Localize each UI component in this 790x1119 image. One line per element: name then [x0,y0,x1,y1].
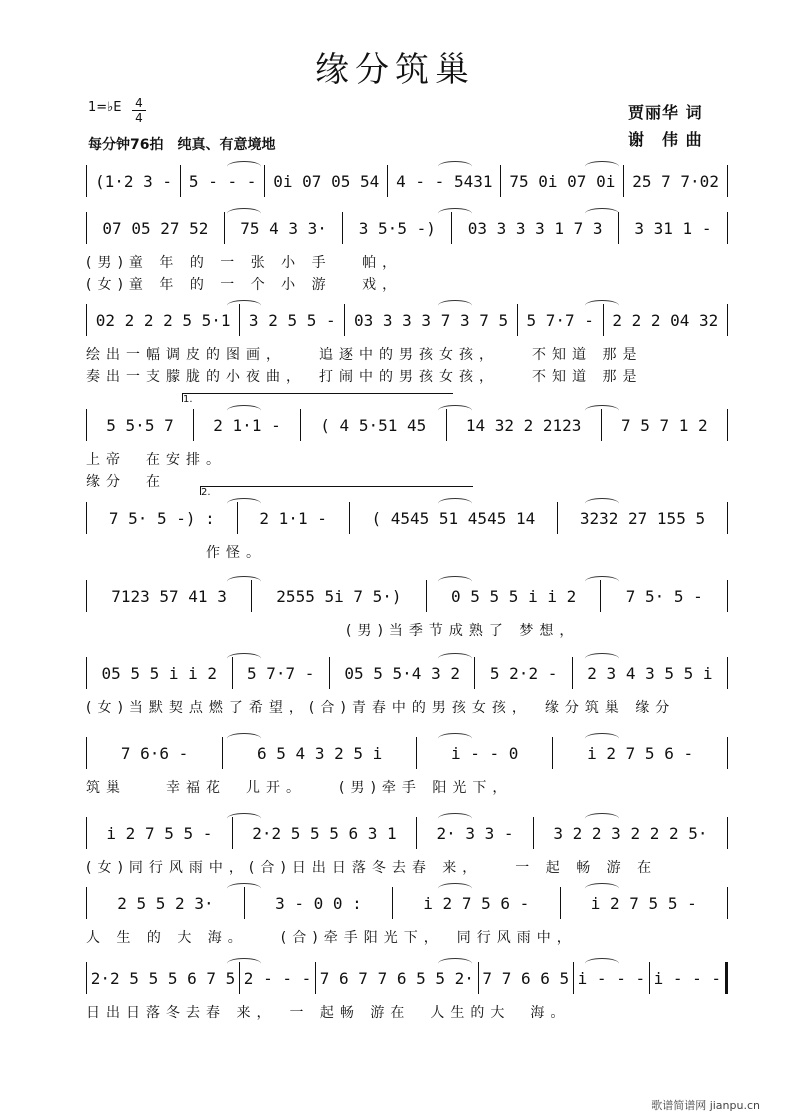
measure: ( 4545 51 4545 14 [371,508,536,528]
measure: 5 - - - [188,171,257,191]
watermark: 歌谱简谱网 jianpu.cn [651,1099,760,1112]
note-row [86,302,728,338]
note-row [86,210,728,246]
tie-arc [585,405,619,416]
page-title: 缘分筑巢 [315,50,475,90]
measure: 3 5·5 -) [358,218,436,238]
barline [727,817,728,849]
barline [224,212,225,244]
measure: 2 3 4 3 5 5 i [587,663,713,683]
barline [649,962,650,994]
barline [727,212,728,244]
measure: 3232 27 155 5 [579,508,706,528]
meter-top: 4 [135,96,143,110]
measure: 05 5 5 i i 2 [101,663,218,683]
tie-arc [585,576,619,587]
lyric-line: 人 生 的 大 海。 (合)牵手阳光下， 同行风雨中， [86,930,577,946]
lyric-line: (女)当默契点燃了希望，(合)青春中的男孩女孩， 缘分筑巢 缘分 [86,700,676,716]
measure: 2555 5i 7 5·) [276,586,402,606]
measure: ( 4 5·51 45 [320,415,427,435]
measure: 03 3 3 3 1 7 3 [467,218,603,238]
note-row [86,735,728,771]
note-row [86,885,728,921]
tie-arc [227,405,261,416]
tie-arc [227,208,261,219]
measure: 75 0i 07 0i [509,171,616,191]
lyric-line: 绘出一幅调皮的图画， 追逐中的男孩女孩， 不知道 那是 [86,347,643,363]
barline [193,409,194,441]
barline [478,962,479,994]
tie-arc [227,733,261,744]
tie-arc [585,161,619,172]
measure: 4 - - 5431 [396,171,493,191]
barline [727,657,728,689]
volta-bracket: 1. [182,393,453,402]
tie-arc [438,958,472,969]
barline [572,657,573,689]
tie-arc [585,208,619,219]
measure: 6 5 4 3 2 5 i [257,743,383,763]
score-line [86,394,728,515]
measure: i 2 7 5 6 - [423,893,530,913]
barline [727,165,728,197]
barline [86,887,87,919]
measure: 2·2 5 5 5 6 7 5 [90,968,236,988]
barline [557,502,558,534]
barline [727,737,728,769]
barline [533,817,534,849]
barline [727,304,728,336]
measure: 7123 57 41 3 [111,586,227,606]
measure: 3 2 5 5 - [248,310,336,330]
barline [342,212,343,244]
lyric-line: 筑巢 幸福花 儿开。 (男)牵手 阳光下， [86,780,513,796]
tie-arc [438,208,472,219]
note-row [86,960,728,996]
barline [86,962,87,994]
measure: 2 - - - [243,968,312,988]
measure: i - - 0 [450,743,519,763]
barline [727,502,728,534]
barline [426,580,427,612]
barline [727,580,728,612]
measure: (1·2 3 - [94,171,173,191]
tie-arc [438,733,472,744]
tie-arc [227,653,261,664]
composer-credit: 谢 伟 曲 [628,130,703,149]
measure: i 2 7 5 5 - [106,823,213,843]
tie-arc [438,813,472,824]
barline [500,165,501,197]
tie-arc [438,576,472,587]
measure: 0 5 5 5 i i 2 [451,586,577,606]
barline [392,887,393,919]
tie-arc [438,653,472,664]
barline [86,212,87,244]
measure: 7 5· 5 - [625,586,703,606]
time-signature [132,96,146,125]
barline [349,502,350,534]
measure: 7 5· 5 -) : [108,508,215,528]
tie-arc [585,813,619,824]
barline [725,962,728,994]
note-row [86,655,728,691]
measure: i - - - [577,968,646,988]
note-row [86,500,728,536]
measure: 3 31 1 - [634,218,712,238]
note-row [86,407,728,443]
measure: 05 5 5·4 3 2 [344,663,460,683]
lyric-line: 奏出一支朦胧的小夜曲， 打闹中的男孩女孩， 不知道 那是 [86,369,643,385]
measure: 3 2 2 3 2 2 2 5· [553,823,708,843]
tie-arc [227,498,261,509]
measure: 14 32 2 2123 [465,415,582,435]
measure: 5 7·7 - [526,310,594,330]
measure: 75 4 3 3· [240,218,327,238]
lyric-line: 上帝 在安排。 [86,452,226,468]
measure: 7 6 7 7 6 5 5 2· [319,968,474,988]
measure: 2 5 5 2 3· [117,893,214,913]
tie-arc [438,300,472,311]
measure: 5 2·2 - [489,663,558,683]
barline [416,817,417,849]
measure: 25 7 7·02 [632,171,719,191]
tie-arc [585,733,619,744]
measure: 7 7 6 6 5 [482,968,570,988]
key-signature: 1=♭E [88,100,122,115]
barline [86,502,87,534]
meter-bottom: 4 [135,111,143,125]
tie-arc [227,813,261,824]
barline [727,887,728,919]
tie-arc [585,653,619,664]
measure: 2 1·1 - [259,508,327,528]
barline [552,737,553,769]
barline [86,737,87,769]
barline [86,165,87,197]
measure: 03 3 3 3 7 3 7 5 [354,310,509,330]
lyric-line: (女)童 年 的 一 个 小 游 戏， [86,277,403,293]
measure: 2· 3 3 - [436,823,514,843]
barline [474,657,475,689]
barline [86,409,87,441]
lyric-line: 日出日落冬去春 来， 一 起畅 游在 人生的大 海。 [86,1005,571,1021]
barline [222,737,223,769]
barline [315,962,316,994]
measure: i 2 7 5 5 - [590,893,697,913]
tie-arc [227,958,261,969]
barline [344,304,345,336]
barline [560,887,561,919]
note-row [86,163,728,199]
barline [416,737,417,769]
measure: 0i 07 05 54 [273,171,380,191]
barline [517,304,518,336]
tie-arc [585,883,619,894]
measure: i - - - [653,968,722,988]
barline [387,165,388,197]
barline [86,657,87,689]
measure: 5 7·7 - [247,663,315,683]
tempo-marking: 每分钟76拍 纯真、有意境地 [88,137,276,153]
tie-arc [438,161,472,172]
tie-arc [585,300,619,311]
lyric-line: (男)童 年 的 一 张 小 手 帕， [86,255,403,271]
measure: 2 2 2 04 32 [612,310,719,330]
tie-arc [585,498,619,509]
score-line [86,960,728,1068]
tie-arc [227,300,261,311]
measure: i 2 7 5 6 - [587,743,694,763]
barline [264,165,265,197]
barline [86,580,87,612]
measure: 3 - 0 0 : [275,893,362,913]
tie-arc [585,958,619,969]
tie-arc [438,498,472,509]
measure: 5 5·5 7 [106,415,174,435]
note-row [86,578,728,614]
measure: 07 05 27 52 [102,218,209,238]
lyric-line: 缘分 在 [86,474,166,490]
lyricist-credit: 贾丽华 词 [628,103,703,122]
measure: 2·2 5 5 5 6 3 1 [252,823,397,843]
tie-arc [438,883,472,894]
barline [86,304,87,336]
barline [727,409,728,441]
measure: 2 1·1 - [213,415,281,435]
measure: 7 6·6 - [120,743,189,763]
lyric-line: 作怪。 [86,545,266,561]
tie-arc [227,161,261,172]
tie-arc [227,883,261,894]
barline [623,165,624,197]
measure: 7 5 7 1 2 [620,415,708,435]
barline [329,657,330,689]
lyric-line: (男)当季节成熟了 梦想， [86,623,580,639]
tie-arc [227,576,261,587]
barline [86,817,87,849]
barline [573,962,574,994]
barline [180,165,181,197]
measure: 02 2 2 2 5 5·1 [95,310,231,330]
barline [300,409,301,441]
note-row [86,815,728,851]
tie-arc [438,405,472,416]
volta-bracket: 2. [200,486,473,495]
lyric-line: (女)同行风雨中，(合)日出日落冬去春 来， 一 起 畅 游 在 [86,860,658,876]
